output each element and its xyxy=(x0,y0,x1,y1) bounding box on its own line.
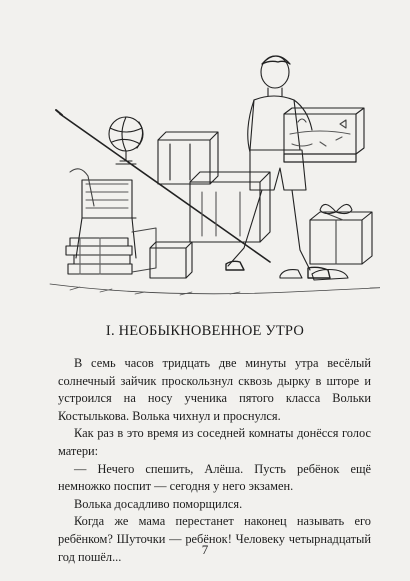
paragraph: — Нечего спешить, Алёша. Пусть ребёнок ещё немножко поспит — сегодня у него экзамен. xyxy=(58,461,371,494)
chapter-title: I. НЕОБЫКНОВЕННОЕ УТРО xyxy=(105,323,305,339)
paragraph: Волька досадливо поморщился. xyxy=(74,496,243,511)
paragraph: В семь часов тридцать две минуты утра весёлый солнечный зайчик проскользнул сквозь дырку в шторе и устроился на носу ученика пятого класса Вольки Костылькова. Волька чихнул и проснулся. xyxy=(58,356,371,423)
paragraph: Как раз в это время из соседней комнаты донёсся голос матери: xyxy=(58,426,371,458)
paragraph: Когда же мама перестанет наконец называть его ребёнком? Шуточки — ребёнок! Человеку четырнадцатый год пошёл... xyxy=(58,514,371,564)
body-text xyxy=(58,355,371,566)
chapter-illustration xyxy=(40,52,380,302)
page-number: 7 xyxy=(201,542,209,557)
